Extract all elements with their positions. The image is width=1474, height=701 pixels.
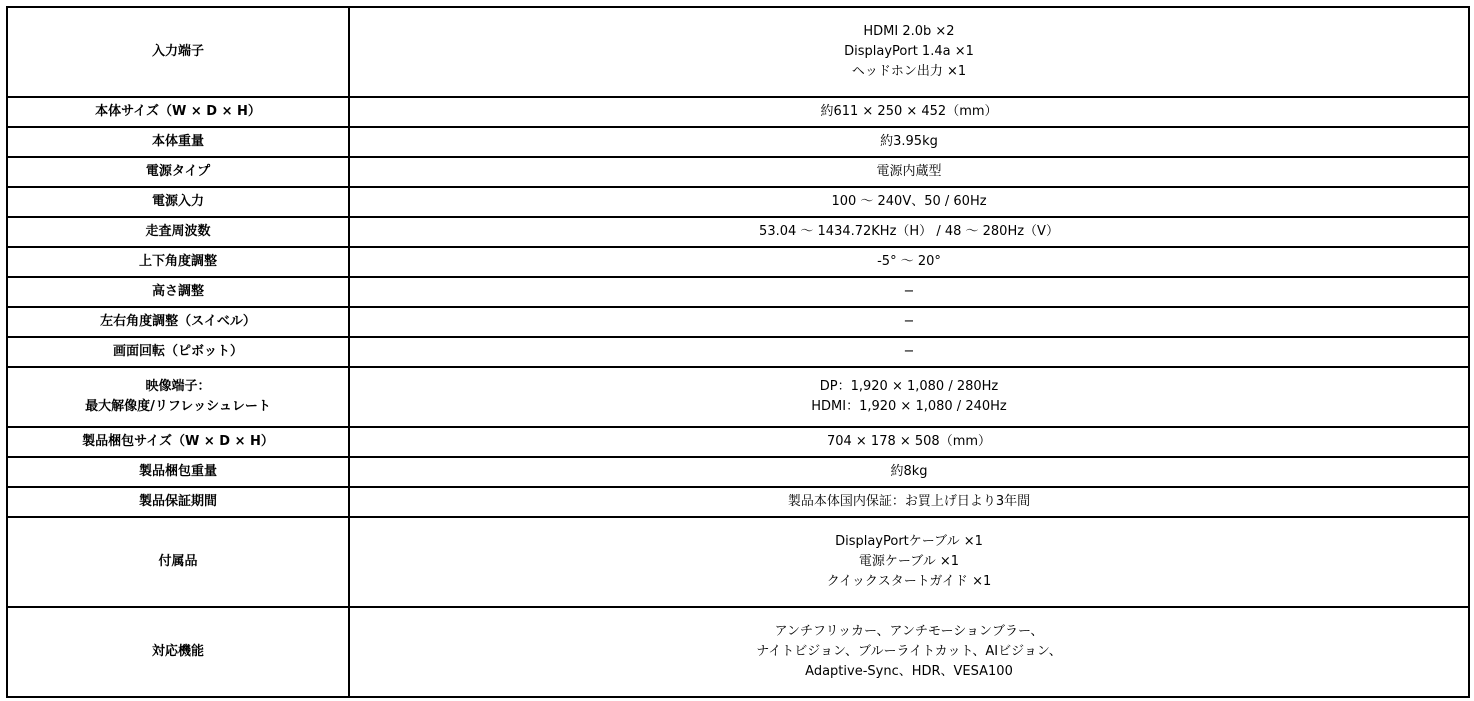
row-value-body-size: [349, 97, 1469, 127]
row-label-accessories: [7, 517, 349, 607]
label-line: 製品保証期間: [138, 494, 217, 509]
row-label-scan-frequency: [7, 217, 349, 247]
row-value-swivel: [349, 307, 1469, 337]
value-line: -5° ～ 20°: [877, 254, 941, 269]
value-line: DP：1,920 × 1,080 / 280Hz: [819, 379, 999, 394]
row-label-power-type: [7, 157, 349, 187]
value-line: −: [903, 344, 915, 359]
row-value-power-type: [349, 157, 1469, 187]
table-row: [7, 427, 1469, 457]
spec-table-body: [7, 7, 1469, 697]
row-label-pivot: [7, 337, 349, 367]
label-line: 製品梱包重量: [138, 464, 217, 479]
value-line: −: [903, 314, 915, 329]
label-line: 入力端子: [151, 44, 204, 59]
table-row: [7, 457, 1469, 487]
value-line: DisplayPortケーブル ×1: [835, 534, 983, 549]
value-line: 53.04 ～ 1434.72KHz（H） / 48 ～ 280Hz（V）: [759, 224, 1059, 239]
row-value-power-input: [349, 187, 1469, 217]
row-label-package-size: [7, 427, 349, 457]
table-row: [7, 487, 1469, 517]
row-label-body-size: [7, 97, 349, 127]
row-label-video-terminals: [7, 367, 349, 427]
value-line: クイックスタートガイド ×1: [826, 574, 992, 589]
label-line: 電源入力: [151, 194, 204, 209]
row-label-warranty: [7, 487, 349, 517]
value-line: HDMI 2.0b ×2: [863, 24, 955, 39]
table-row: [7, 7, 1469, 97]
row-value-warranty: [349, 487, 1469, 517]
value-line: 約8kg: [890, 464, 928, 479]
row-value-video-terminals: [349, 367, 1469, 427]
row-label-power-input: [7, 187, 349, 217]
row-label-height-adjust: [7, 277, 349, 307]
row-label-features: [7, 607, 349, 697]
table-row: [7, 277, 1469, 307]
table-row: [7, 247, 1469, 277]
table-row: [7, 517, 1469, 607]
label-line: 電源タイプ: [145, 164, 211, 179]
value-line: 約3.95kg: [880, 134, 938, 149]
label-line: 本体重量: [151, 134, 204, 149]
value-line: Adaptive-Sync、HDR、VESA100: [805, 664, 1013, 679]
label-line: 最大解像度/リフレッシュレート: [85, 399, 271, 414]
table-row: [7, 367, 1469, 427]
label-line: 対応機能: [151, 644, 204, 659]
row-value-body-weight: [349, 127, 1469, 157]
label-line: 製品梱包サイズ（W × D × H）: [82, 434, 274, 449]
value-line: HDMI：1,920 × 1,080 / 240Hz: [811, 399, 1007, 414]
row-value-features: [349, 607, 1469, 697]
label-line: 上下角度調整: [138, 254, 217, 269]
value-line: −: [903, 284, 915, 299]
row-label-body-weight: [7, 127, 349, 157]
row-label-input-terminals: [7, 7, 349, 97]
value-line: ヘッドホン出力 ×1: [851, 64, 967, 79]
row-label-package-weight: [7, 457, 349, 487]
row-value-package-weight: [349, 457, 1469, 487]
label-line: 映像端子：: [145, 379, 211, 394]
row-value-height-adjust: [349, 277, 1469, 307]
row-value-input-terminals: [349, 7, 1469, 97]
spec-table: [6, 6, 1470, 698]
row-value-accessories: [349, 517, 1469, 607]
table-row: [7, 307, 1469, 337]
row-value-package-size: [349, 427, 1469, 457]
table-row: [7, 187, 1469, 217]
row-value-tilt: [349, 247, 1469, 277]
row-label-tilt: [7, 247, 349, 277]
value-line: 電源ケーブル ×1: [858, 554, 960, 569]
table-row: [7, 127, 1469, 157]
row-value-scan-frequency: [349, 217, 1469, 247]
row-value-pivot: [349, 337, 1469, 367]
label-line: 走査周波数: [145, 224, 211, 239]
table-row: [7, 607, 1469, 697]
label-line: 画面回転（ピボット）: [112, 344, 243, 359]
value-line: 100 ～ 240V、50 / 60Hz: [831, 194, 987, 209]
value-line: 704 × 178 × 508（mm）: [826, 434, 992, 449]
value-line: 製品本体国内保証：お買上げ日より3年間: [787, 494, 1031, 509]
label-line: 高さ調整: [151, 284, 204, 299]
value-line: DisplayPort 1.4a ×1: [844, 44, 974, 59]
label-line: 本体サイズ（W × D × H）: [95, 104, 261, 119]
table-row: [7, 217, 1469, 247]
value-line: 電源内蔵型: [876, 164, 942, 179]
value-line: 約611 × 250 × 452（mm）: [820, 104, 998, 119]
table-row: [7, 337, 1469, 367]
table-row: [7, 157, 1469, 187]
value-line: ナイトビジョン、ブルーライトカット、AIビジョン、: [756, 644, 1062, 659]
row-label-swivel: [7, 307, 349, 337]
label-line: 左右角度調整（スイベル）: [100, 314, 256, 329]
label-line: 付属品: [158, 554, 198, 569]
value-line: アンチフリッカー、アンチモーションブラー、: [774, 624, 1044, 639]
table-row: [7, 97, 1469, 127]
